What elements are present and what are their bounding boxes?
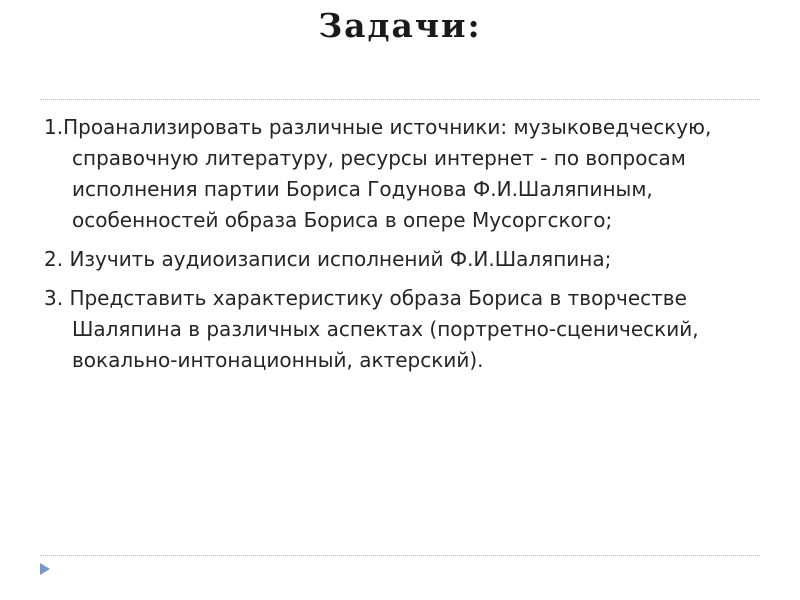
task-item-1: 1.Проанализировать различные источники: музыковедческую, справочную литературу, ресурсы интернет - по вопросам исполнения партии Бориса Годунова Ф.И.Шаляпиным, особенностей образа Бориса в опере Мусоргского;: [44, 115, 712, 232]
bottom-divider: [40, 555, 760, 556]
triangle-right-icon: [38, 562, 52, 576]
slide-title: Задачи:: [318, 6, 482, 45]
task-item-3: 3. Представить характеристику образа Бориса в творчестве Шаляпина в различных аспектах (портретно-сценический, вокально-интонационный, актерский).: [44, 286, 699, 372]
top-divider: [40, 99, 760, 100]
task-list: [44, 112, 744, 384]
task-item-2: 2. Изучить аудиоизаписи исполнений Ф.И.Шаляпина;: [44, 247, 612, 271]
